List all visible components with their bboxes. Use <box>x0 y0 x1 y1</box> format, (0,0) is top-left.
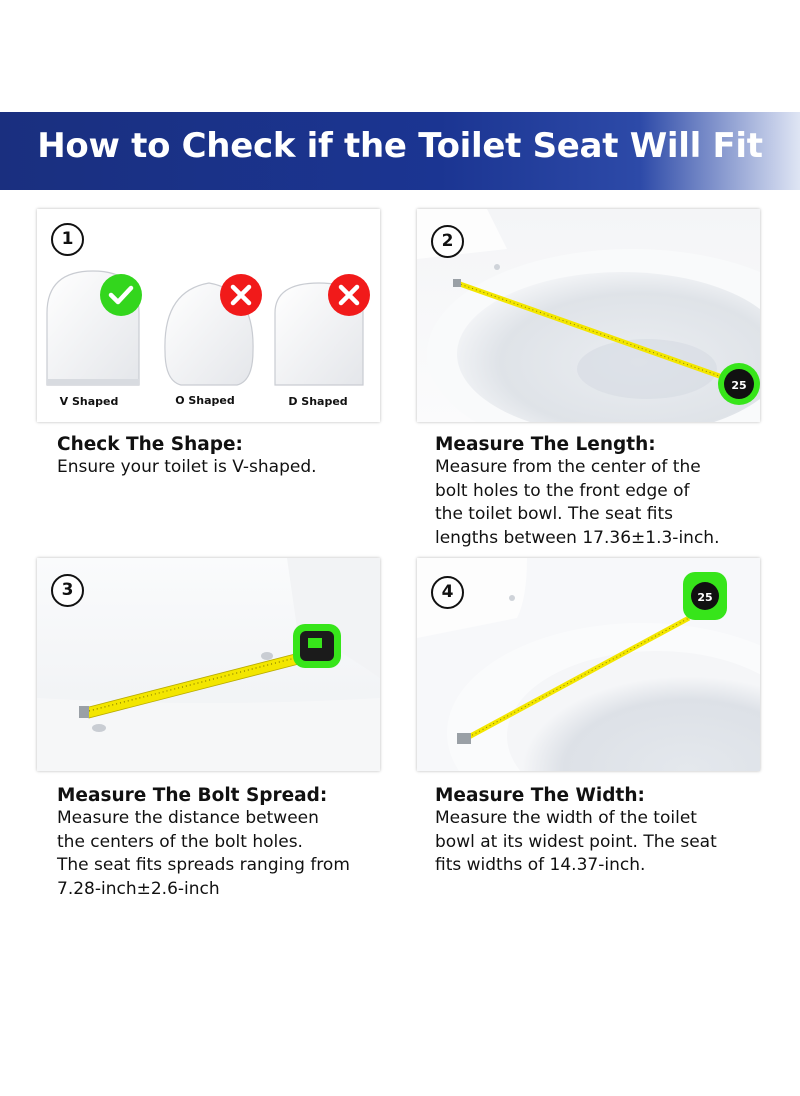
step-1-title: Check The Shape: <box>57 434 243 455</box>
toilet-bowl-length-photo <box>417 209 760 422</box>
step-3-description: Measure the distance between the centers of the bolt holes. The seat fits spreads ranging from 7.28-inch±2.6-inch <box>57 808 350 899</box>
o-shaped-label: O Shaped <box>175 394 235 407</box>
step-4-image-panel <box>417 558 760 771</box>
cross-icon <box>219 273 263 317</box>
tape-size-label: 25 <box>697 591 713 604</box>
cross-icon <box>327 273 371 317</box>
step-2-title: Measure The Length: <box>435 434 656 455</box>
step-4-caption <box>435 784 717 878</box>
step-2-image-panel <box>417 209 760 422</box>
step-3-title: Measure The Bolt Spread: <box>57 785 328 806</box>
step-3-caption <box>57 784 350 901</box>
title-banner <box>0 112 800 190</box>
step-2-description: Measure from the center of the bolt holes to the front edge of the toilet bowl. The seat fits lengths between 17.36±1.3-inch. <box>435 457 720 548</box>
step-4-number-badge: 4 <box>431 576 464 609</box>
v-shaped-label: V Shaped <box>59 395 119 408</box>
step-3-image-panel <box>37 558 380 771</box>
bolt-spread-photo <box>37 558 380 771</box>
step-4-description: Measure the width of the toilet bowl at its widest point. The seat fits widths of 14.37-inch. <box>435 808 717 875</box>
check-icon <box>99 273 143 317</box>
step-1-number-badge: 1 <box>51 223 84 256</box>
tape-size-label: 25 <box>731 379 747 392</box>
step-4-title: Measure The Width: <box>435 785 645 806</box>
step-1-caption <box>57 433 317 480</box>
toilet-bowl-width-photo <box>417 558 760 771</box>
page-title: How to Check if the Toilet Seat Will Fit <box>37 126 763 166</box>
step-3-number-badge: 3 <box>51 574 84 607</box>
step-1-image-panel <box>37 209 380 422</box>
d-shaped-label: D Shaped <box>288 395 348 408</box>
step-1-description: Ensure your toilet is V-shaped. <box>57 457 317 477</box>
step-2-caption <box>435 433 719 550</box>
step-2-number-badge: 2 <box>431 225 464 258</box>
